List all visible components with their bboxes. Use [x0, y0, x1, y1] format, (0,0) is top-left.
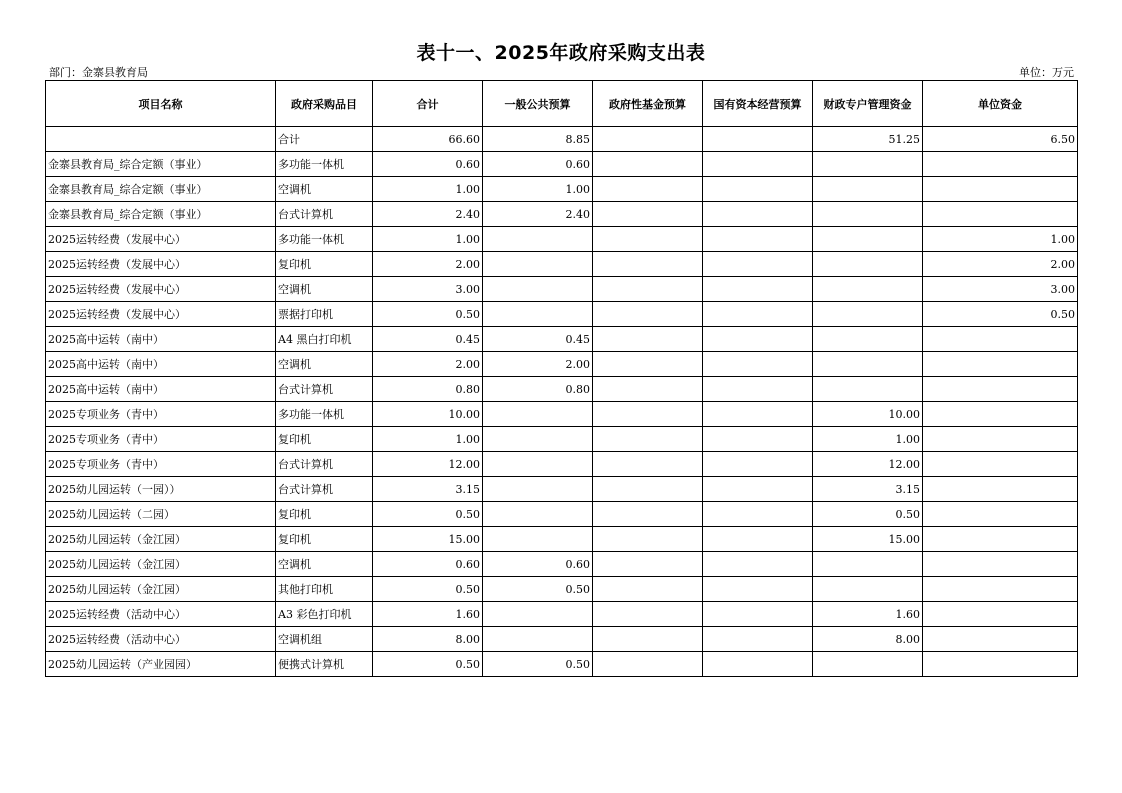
project-name-cell: 2025幼儿园运转（金江园）: [46, 552, 276, 577]
procurement-item-cell: 多功能一体机: [276, 227, 373, 252]
procurement-item-cell: 台式计算机: [276, 377, 373, 402]
unit-fund-cell: [923, 327, 1078, 352]
special-account-cell: [813, 302, 923, 327]
special-account-cell: [813, 652, 923, 677]
total-cell: 2.40: [373, 202, 483, 227]
procurement-item-cell: 台式计算机: [276, 452, 373, 477]
project-name-cell: 2025运转经费（发展中心）: [46, 252, 276, 277]
special-account-cell: [813, 227, 923, 252]
state-capital-cell: [703, 552, 813, 577]
project-name-cell: 2025专项业务（青中）: [46, 402, 276, 427]
project-name-cell: 2025幼儿园运转（二园）: [46, 502, 276, 527]
general-budget-cell: 0.60: [483, 152, 593, 177]
fund-budget-cell: [593, 302, 703, 327]
general-budget-cell: [483, 502, 593, 527]
general-budget-cell: [483, 252, 593, 277]
project-name-cell: 2025高中运转（南中）: [46, 327, 276, 352]
fund-budget-cell: [593, 527, 703, 552]
special-account-cell: 1.00: [813, 427, 923, 452]
fund-budget-cell: [593, 452, 703, 477]
unit-fund-cell: [923, 602, 1078, 627]
special-account-cell: [813, 202, 923, 227]
state-capital-cell: [703, 277, 813, 302]
general-budget-cell: 2.40: [483, 202, 593, 227]
table-row: [46, 652, 1078, 677]
project-name-cell: 2025高中运转（南中）: [46, 377, 276, 402]
special-account-cell: [813, 152, 923, 177]
special-account-cell: [813, 327, 923, 352]
general-budget-cell: [483, 427, 593, 452]
general-budget-cell: [483, 527, 593, 552]
table-row: [46, 502, 1078, 527]
column-header: 一般公共预算: [483, 81, 593, 127]
fund-budget-cell: [593, 502, 703, 527]
general-budget-cell: 0.80: [483, 377, 593, 402]
project-name-cell: 2025运转经费（发展中心）: [46, 302, 276, 327]
procurement-item-cell: 其他打印机: [276, 577, 373, 602]
unit-fund-cell: [923, 652, 1078, 677]
project-name-cell: 金寨县教育局_综合定额（事业）: [46, 152, 276, 177]
state-capital-cell: [703, 477, 813, 502]
procurement-item-cell: 复印机: [276, 502, 373, 527]
procurement-item-cell: 多功能一体机: [276, 402, 373, 427]
general-budget-cell: 8.85: [483, 127, 593, 152]
general-budget-cell: [483, 227, 593, 252]
column-header: 项目名称: [46, 81, 276, 127]
fund-budget-cell: [593, 402, 703, 427]
state-capital-cell: [703, 527, 813, 552]
total-cell: 1.00: [373, 227, 483, 252]
state-capital-cell: [703, 427, 813, 452]
procurement-item-cell: 空调机: [276, 352, 373, 377]
total-cell: 10.00: [373, 402, 483, 427]
total-cell: 0.80: [373, 377, 483, 402]
total-cell: 0.50: [373, 302, 483, 327]
unit-fund-cell: [923, 152, 1078, 177]
unit-fund-cell: [923, 477, 1078, 502]
total-cell: 8.00: [373, 627, 483, 652]
procurement-item-cell: 票据打印机: [276, 302, 373, 327]
table-row: [46, 252, 1078, 277]
fund-budget-cell: [593, 127, 703, 152]
state-capital-cell: [703, 177, 813, 202]
table-row: [46, 402, 1078, 427]
unit-fund-cell: [923, 377, 1078, 402]
page-title: 表十一、2025年政府采购支出表: [416, 42, 706, 64]
unit-fund-cell: [923, 502, 1078, 527]
general-budget-cell: 0.60: [483, 552, 593, 577]
fund-budget-cell: [593, 202, 703, 227]
project-name-cell: 金寨县教育局_综合定额（事业）: [46, 177, 276, 202]
procurement-item-cell: 空调机: [276, 177, 373, 202]
total-cell: 3.00: [373, 277, 483, 302]
unit-fund-cell: 0.50: [923, 302, 1078, 327]
project-name-cell: 2025运转经费（发展中心）: [46, 277, 276, 302]
fund-budget-cell: [593, 377, 703, 402]
table-row: [46, 552, 1078, 577]
special-account-cell: 3.15: [813, 477, 923, 502]
project-name-cell: 2025幼儿园运转（产业园园）: [46, 652, 276, 677]
table-row: [46, 177, 1078, 202]
table-row: [46, 427, 1078, 452]
general-budget-cell: 1.00: [483, 177, 593, 202]
unit-fund-cell: [923, 577, 1078, 602]
total-cell: 2.00: [373, 252, 483, 277]
special-account-cell: 0.50: [813, 502, 923, 527]
project-name-cell: 2025幼儿园运转（一园））: [46, 477, 276, 502]
procurement-item-cell: 复印机: [276, 427, 373, 452]
table-row: [46, 527, 1078, 552]
total-row: [46, 127, 1078, 152]
general-budget-cell: [483, 277, 593, 302]
state-capital-cell: [703, 302, 813, 327]
unit-fund-cell: 1.00: [923, 227, 1078, 252]
special-account-cell: [813, 252, 923, 277]
fund-budget-cell: [593, 277, 703, 302]
project-name-cell: [46, 127, 276, 152]
table-row: [46, 377, 1078, 402]
column-header: 政府采购品目: [276, 81, 373, 127]
unit-fund-cell: [923, 427, 1078, 452]
project-name-cell: 2025运转经费（发展中心）: [46, 227, 276, 252]
state-capital-cell: [703, 627, 813, 652]
header-row: [46, 81, 1078, 127]
table-row: [46, 227, 1078, 252]
fund-budget-cell: [593, 427, 703, 452]
table-row: [46, 627, 1078, 652]
total-cell: 0.60: [373, 152, 483, 177]
state-capital-cell: [703, 252, 813, 277]
fund-budget-cell: [593, 602, 703, 627]
general-budget-cell: 2.00: [483, 352, 593, 377]
procurement-item-cell: 便携式计算机: [276, 652, 373, 677]
column-header: 单位资金: [923, 81, 1078, 127]
state-capital-cell: [703, 152, 813, 177]
table-row: [46, 602, 1078, 627]
unit-fund-cell: [923, 177, 1078, 202]
project-name-cell: 2025高中运转（南中）: [46, 352, 276, 377]
table-row: [46, 302, 1078, 327]
total-cell: 12.00: [373, 452, 483, 477]
column-header: 国有资本经营预算: [703, 81, 813, 127]
unit-fund-cell: [923, 202, 1078, 227]
project-name-cell: 2025幼儿园运转（金江园）: [46, 527, 276, 552]
table-row: [46, 202, 1078, 227]
unit-fund-cell: [923, 352, 1078, 377]
unit-fund-cell: [923, 552, 1078, 577]
special-account-cell: 1.60: [813, 602, 923, 627]
procurement-item-cell: 空调机: [276, 552, 373, 577]
special-account-cell: 12.00: [813, 452, 923, 477]
project-name-cell: 2025专项业务（青中）: [46, 427, 276, 452]
total-cell: 2.00: [373, 352, 483, 377]
total-cell: 0.50: [373, 652, 483, 677]
project-name-cell: 2025幼儿园运转（金江园）: [46, 577, 276, 602]
state-capital-cell: [703, 652, 813, 677]
procurement-table: [45, 80, 1078, 677]
general-budget-cell: [483, 477, 593, 502]
fund-budget-cell: [593, 327, 703, 352]
procurement-item-cell: A3 彩色打印机: [276, 602, 373, 627]
special-account-cell: [813, 377, 923, 402]
fund-budget-cell: [593, 577, 703, 602]
special-account-cell: [813, 277, 923, 302]
total-cell: 1.60: [373, 602, 483, 627]
state-capital-cell: [703, 577, 813, 602]
column-header: 政府性基金预算: [593, 81, 703, 127]
state-capital-cell: [703, 377, 813, 402]
fund-budget-cell: [593, 652, 703, 677]
special-account-cell: 15.00: [813, 527, 923, 552]
total-cell: 66.60: [373, 127, 483, 152]
general-budget-cell: [483, 452, 593, 477]
total-cell: 0.60: [373, 552, 483, 577]
unit-fund-cell: [923, 527, 1078, 552]
column-header: 财政专户管理资金: [813, 81, 923, 127]
project-name-cell: 2025运转经费（活动中心）: [46, 602, 276, 627]
procurement-item-cell: 复印机: [276, 252, 373, 277]
state-capital-cell: [703, 402, 813, 427]
general-budget-cell: [483, 602, 593, 627]
project-name-cell: 2025专项业务（青中）: [46, 452, 276, 477]
fund-budget-cell: [593, 177, 703, 202]
table-row: [46, 577, 1078, 602]
table-row: [46, 152, 1078, 177]
special-account-cell: [813, 552, 923, 577]
state-capital-cell: [703, 227, 813, 252]
special-account-cell: 10.00: [813, 402, 923, 427]
column-header: 合计: [373, 81, 483, 127]
table-row: [46, 327, 1078, 352]
table-row: [46, 277, 1078, 302]
project-name-cell: 2025运转经费（活动中心）: [46, 627, 276, 652]
general-budget-cell: [483, 402, 593, 427]
general-budget-cell: 0.50: [483, 577, 593, 602]
total-cell: 3.15: [373, 477, 483, 502]
state-capital-cell: [703, 327, 813, 352]
state-capital-cell: [703, 502, 813, 527]
table-row: [46, 477, 1078, 502]
procurement-item-cell: 合计: [276, 127, 373, 152]
state-capital-cell: [703, 452, 813, 477]
general-budget-cell: 0.50: [483, 652, 593, 677]
fund-budget-cell: [593, 352, 703, 377]
project-name-cell: 金寨县教育局_综合定额（事业）: [46, 202, 276, 227]
special-account-cell: 8.00: [813, 627, 923, 652]
fund-budget-cell: [593, 627, 703, 652]
fund-budget-cell: [593, 152, 703, 177]
unit-fund-cell: 3.00: [923, 277, 1078, 302]
fund-budget-cell: [593, 552, 703, 577]
unit-fund-cell: [923, 452, 1078, 477]
special-account-cell: [813, 577, 923, 602]
unit-label: 单位：万元: [1019, 66, 1074, 79]
state-capital-cell: [703, 352, 813, 377]
total-cell: 0.50: [373, 577, 483, 602]
total-cell: 1.00: [373, 177, 483, 202]
total-cell: 15.00: [373, 527, 483, 552]
procurement-item-cell: 复印机: [276, 527, 373, 552]
procurement-item-cell: 台式计算机: [276, 202, 373, 227]
table-body: [46, 127, 1078, 677]
total-cell: 0.50: [373, 502, 483, 527]
total-cell: 1.00: [373, 427, 483, 452]
unit-fund-cell: 6.50: [923, 127, 1078, 152]
department-label: 部门：金寨县教育局: [49, 66, 148, 79]
state-capital-cell: [703, 127, 813, 152]
special-account-cell: 51.25: [813, 127, 923, 152]
special-account-cell: [813, 352, 923, 377]
procurement-item-cell: 台式计算机: [276, 477, 373, 502]
general-budget-cell: [483, 302, 593, 327]
procurement-item-cell: A4 黑白打印机: [276, 327, 373, 352]
general-budget-cell: 0.45: [483, 327, 593, 352]
procurement-item-cell: 空调机: [276, 277, 373, 302]
total-cell: 0.45: [373, 327, 483, 352]
unit-fund-cell: [923, 627, 1078, 652]
fund-budget-cell: [593, 252, 703, 277]
general-budget-cell: [483, 627, 593, 652]
fund-budget-cell: [593, 477, 703, 502]
procurement-item-cell: 多功能一体机: [276, 152, 373, 177]
fund-budget-cell: [593, 227, 703, 252]
state-capital-cell: [703, 202, 813, 227]
table-row: [46, 352, 1078, 377]
state-capital-cell: [703, 602, 813, 627]
procurement-item-cell: 空调机组: [276, 627, 373, 652]
special-account-cell: [813, 177, 923, 202]
table-row: [46, 452, 1078, 477]
unit-fund-cell: [923, 402, 1078, 427]
unit-fund-cell: 2.00: [923, 252, 1078, 277]
